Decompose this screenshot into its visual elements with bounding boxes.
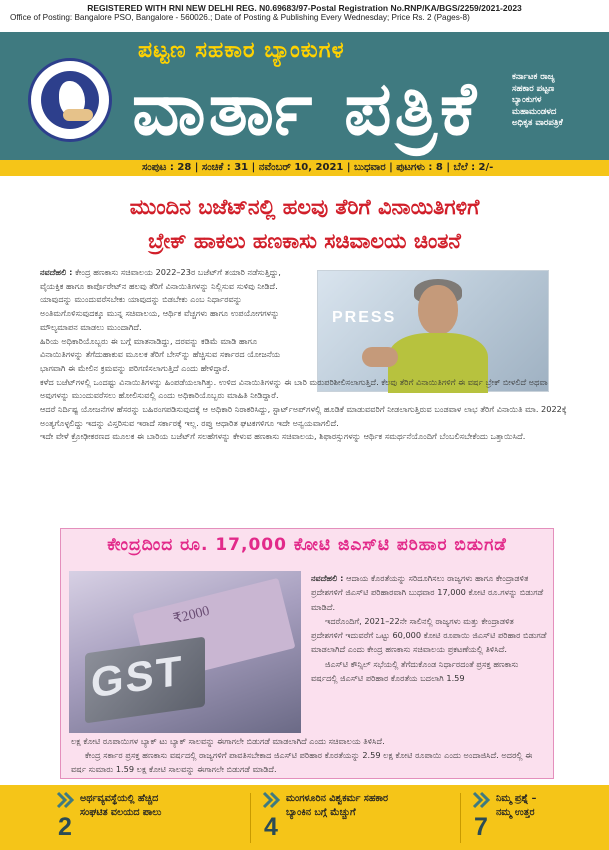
dateline: ನವದೆಹಲಿ : <box>311 573 344 583</box>
footer-item-title: ನಿಮ್ಮ ಪ್ರಶ್ನೆ – ನಮ್ಮ ಉತ್ತರ <box>496 793 537 818</box>
main-headline <box>0 190 609 258</box>
gst-headline: ಕೇಂದ್ರದಿಂದ ರೂ. 17,000 ಕೋಟಿ ಜಿಎಸ್‌ಟಿ ಪರಿಹಾರ ಬಿಡುಗಡೆ <box>107 535 507 555</box>
footer-item-title: ಅರ್ಥವ್ಯವಸ್ಥೆಯಲ್ಲಿ ಹೆಚ್ಚಿದ ಸಂಘಟಿತ ವಲಯದ ಪಾಲು <box>80 793 162 818</box>
story-paragraph: ಹಿರಿಯ ಅಧಿಕಾರಿಯೊಬ್ಬರು ಈ ಬಗ್ಗೆ ಮಾತನಾಡಿದ್ದು, ದರವನ್ನು ಕಡಿಮೆ ಮಾಡಿ ಹಾಗೂ ವಿನಾಯಿತಿಗಳನ್ನು ತೆಗೆದುಹಾಕುವ ಮೂಲಕ ತೆರಿಗೆ ಬೇಸ್‌ನ್ನು ಹೆಚ್ಚಿಸುವ ಸರ್ಕಾರದ ಯೋಜನೆಯ ಭಾಗವಾಗಿ ಈ ಮೇಲಿನ ಕ್ರಮವನ್ನು ಪರಿಗಣಿಸಲಾಗುತ್ತಿದೆ ಎಂದು ಹೇಳಿದ್ದಾರೆ. <box>40 335 281 373</box>
masthead-subtitle: ಪಟ್ಟಣ ಸಹಕಾರ ಬ್ಯಾಂಕುಗಳ <box>138 38 345 63</box>
footer-index <box>0 785 609 850</box>
story-paragraph: ನವದೆಹಲಿ : ಕೇಂದ್ರ ಹಣಕಾಸು ಸಚಿವಾಲಯ 2022–23ರ ಬಜೆಟ್‌ಗೆ ತಯಾರಿ ನಡೆಸುತ್ತಿದ್ದು, ವೈಯಕ್ತಿಕ ಹಾಗೂ ಕಾರ್ಪೊರೇಟ್‌ನ ಹಲವು ತೆರಿಗೆ ವಿನಾಯಿತಿಗಳನ್ನು ನಿಲ್ಲಿಸುವ ಸುಳಿವು ನೀಡಿದೆ. <box>40 267 281 291</box>
story-paragraph: ಇದರೊಂದಿಗೆ, 2021–22ನೇ ಸಾಲಿನಲ್ಲಿ ರಾಜ್ಯಗಳು ಮತ್ತು ಕೇಂದ್ರಾಡಳಿತ ಪ್ರದೇಶಗಳಿಗೆ ಇದುವರೆಗೆ ಒಟ್ಟು 60,000 ಕೋಟಿ ರೂಪಾಯಿ ಜಿಎಸ್‌ಟಿ ಪರಿಹಾರ ಬಿಡುಗಡೆ ಮಾಡಲಾಗಿದೆ ಎಂದು ಕೇಂದ್ರ ಹಣಕಾಸು ಸಚಿವಾಲಯ ಪ್ರಕಟಣೆಯಲ್ಲಿ ತಿಳಿಸಿದೆ. <box>311 615 547 655</box>
headline-line: ಬ್ರೇಕ್ ಹಾಕಲು ಹಣಕಾಸು ಸಚಿವಾಲಯ ಚಿಂತನೆ <box>148 229 461 253</box>
side-note-line: ಸಹಕಾರ ಪಟ್ಟಣ <box>512 83 555 94</box>
footer-page-number: 4 <box>264 813 278 841</box>
story-paragraph: ಕೇಂದ್ರ ಸರ್ಕಾರ ಪ್ರಸಕ್ತ ಹಣಕಾಸು ವರ್ಷದಲ್ಲಿ ರಾಜ್ಯಗಳಿಗೆ ಪಾವತಿಸಬೇಕಾದ ಜಿಎಸ್‌ಟಿ ಪರಿಹಾರ ಕೊರತೆಯನ್ನು 2.59 ಲಕ್ಷ ಕೋಟಿ ರೂಪಾಯಿ ಎಂದು ಅಂದಾಜಿಸಿದೆ. ಅದರಲ್ಲಿ ಈ ವರ್ಷ ಸುಮಾರು 1.59 ಲಕ್ಷ ಕೋಟಿ ಸಾಲವನ್ನು ಈಗಾಗಲೇ ಬಿಡುಗಡೆ ಮಾಡಿದೆ. <box>71 750 533 774</box>
footer-divider <box>250 793 251 843</box>
footer-page-number: 2 <box>58 813 72 841</box>
registration-header <box>0 0 609 32</box>
dateline: ನವದೆಹಲಿ : <box>40 267 73 277</box>
side-note-line: ಕರ್ನಾಟಕ ರಾಜ್ಯ <box>512 72 555 82</box>
footer-item-title: ಮಂಗಳೂರಿನ ವಿಶ್ವಕರ್ಮ ಸಹಕಾರ ಬ್ಯಾಂಕಿನ ಬಗ್ಗೆ ಮೆಚ್ಚುಗೆ <box>286 793 389 818</box>
press-backdrop-text: PRESS <box>332 309 397 326</box>
gst-story-box <box>60 528 554 779</box>
footer-item-page-2[interactable] <box>56 791 236 847</box>
masthead <box>0 32 609 160</box>
footer-item-page-4[interactable] <box>262 791 452 847</box>
footer-item-page-7[interactable] <box>472 791 602 847</box>
gst-story-continued <box>71 734 547 776</box>
footer-page-number: 7 <box>474 813 488 841</box>
gst-currency-image <box>69 571 301 733</box>
masthead-side-note <box>512 72 606 130</box>
double-chevron-icon <box>262 791 282 809</box>
gst-story-text <box>311 571 547 685</box>
double-chevron-icon <box>56 791 76 809</box>
karnataka-map-icon <box>41 71 99 129</box>
side-note-line: ಅಧಿಕೃತ ವಾರಪತ್ರಿಕೆ <box>512 118 563 128</box>
story-paragraph: ಆದರೆ ನಿರ್ದಿಷ್ಟ ಯೋಜನೆಗಳ ಹೆಸರನ್ನು ಬಹಿರಂಗಪಡಿಸುವುದಕ್ಕೆ ಆ ಅಧಿಕಾರಿ ನಿರಾಕರಿಸಿದ್ದು, ಸ್ಟಾರ್ಟ್‌ಅಪ್‌ಗಳಲ್ಲಿ ಹೂಡಿಕೆ ಮಾಡುವವರಿಗೆ ನೀಡಲಾಗುತ್ತಿರುವ ಬಂಡವಾಳ ಲಾಭ ತೆರಿಗೆ ವಿನಾಯಿತಿ ಮಾ. 2022ಕ್ಕೆ ಅಂತ್ಯಗೊಳ್ಳಲಿದ್ದು ಇದನ್ನು ವಿಸ್ತರಿಸುವ ಇರಾದೆ ಸರ್ಕಾರಕ್ಕೆ ಇಲ್ಲ. ರಪ್ತು ಆಧಾರಿತ ಘಟಕಗಳಿಗೂ ಇದೇ ಅನ್ವಯವಾಗಲಿದೆ. <box>40 404 567 428</box>
side-note-line: ಮಹಾಮಂಡಳದ <box>512 106 557 117</box>
story-paragraph: ನವದೆಹಲಿ : ಆದಾಯ ಕೊರತೆಯನ್ನು ಸರಿದೂಗಿಸಲು ರಾಜ್ಯಗಳು ಹಾಗೂ ಕೇಂದ್ರಾಡಳಿತ ಪ್ರದೇಶಗಳಿಗೆ ಜಿಎಸ್‌ಟಿ ಪರಿಹಾರವಾಗಿ ಬುಧವಾರ 17,000 ಕೋಟಿ ರೂ.ಗಳನ್ನು ಬಿಡುಗಡೆ ಮಾಡಿದೆ. <box>311 573 544 612</box>
issue-info-bar: ಸಂಪುಟ : 28 | ಸಂಚಿಕೆ : 31 | ನವೆಂಬರ್ 10, 2021 | ಬುಧವಾರ | ಪುಟಗಳು : 8 | ಬೆಲೆ : 2/- <box>0 160 609 176</box>
registration-line: REGISTERED WITH RNI NEW DELHI REG. N0.69683/97-Postal Registration No.RNP/KA/BGS/2259/2021-2023 <box>87 3 522 13</box>
footer-divider <box>460 793 461 843</box>
double-chevron-icon <box>472 791 492 809</box>
headline-line: ಮುಂದಿನ ಬಜೆಟ್‌ನಲ್ಲಿ ಹಲವು ತೆರಿಗೆ ವಿನಾಯಿತಿಗಳಿಗೆ <box>129 195 480 219</box>
posting-line: Office of Posting: Bangalore PSO, Bangalore - 560026.; Date of Posting & Publishing Every Wednesday; Price Rs. 2 (Pages-8) <box>10 13 470 22</box>
federation-logo <box>28 58 112 142</box>
side-note-line: ಬ್ಯಾಂಕುಗಳ <box>512 95 542 105</box>
story-paragraph: ಯಾವುದನ್ನು ಮುಂದುವರೆಸಬೇಕು ಯಾವುದನ್ನು ಬಿಡಬೇಕು ಎಂಬ ನಿರ್ಧಾರವನ್ನು ಅಂತಿಮಗೊಳಿಸುವುದಕ್ಕೂ ಮುನ್ನ ಸಚಿವಾಲಯ, ಆರ್ಥಿಕ ವೆಚ್ಚಗಳು ಹಾಗೂ ಉಪಯೋಗಗಳನ್ನು ಮೌಲ್ಯಮಾಪನ ಮಾಡಲು ಮುಂದಾಗಿದೆ. <box>40 294 280 332</box>
story-paragraph: ಕಳೆದ ಬಜೆಟ್‌ಗಳಲ್ಲಿ ಒಂದಷ್ಟು ವಿನಾಯಿತಿಗಳನ್ನು ಹಿಂಪಡೆಯಲಾಗಿತ್ತು. ಉಳಿದ ವಿನಾಯಿತಿಗಳನ್ನು ಈ ಬಾರಿ ಮರುಪರಿಶೀಲಿಸಲಾಗುತ್ತಿದೆ. ಕೆಲವು ತೆರಿಗೆ ವಿನಾಯಿತಿಗಳಿಗೆ ಈ ವರ್ಷ ಬ್ರೇಕ್ ಬೀಳಲಿದೆ ಅಥವಾ ಅವುಗಳನ್ನು ಮುಂದುವರೆಸಲು ಹೋಲಿಸುವಲ್ಲಿ ಎಂದು ಅಧಿಕಾರಿಯೊಬ್ಬರು ಮಾಹಿತಿ ನೀಡಿದ್ದಾರೆ. <box>40 376 548 401</box>
story-paragraph: ಇದೇ ವೇಳೆ ಕ್ರೋಢೀಕರಣದ ಮೂಲಕ ಈ ಬಾರಿಯ ಬಜೆಟ್‌ಗೆ ಸಲಹೆಗಳನ್ನು ಕೇಳುವ ಹಣಕಾಸು ಸಚಿವಾಲಯ, ಶಿಫಾರಸ್ಸುಗಳನ್ನು ಆರ್ಥಿಕ ಸಮರ್ಥನೆಯೊಂದಿಗೆ ಬೆಂಬಲಿಸಬೇಕೆಂದು ಒತ್ತಾಯಿಸಿದೆ. <box>40 431 526 442</box>
lead-story <box>40 266 570 444</box>
masthead-title: ವಾರ್ತಾ ಪತ್ರಿಕೆ <box>132 66 480 152</box>
story-paragraph: ಜಿಎಸ್‌ಟಿ ಕೌನ್ಸಿಲ್ ಸಭೆಯಲ್ಲಿ ತೆಗೆದುಕೊಂಡ ನಿರ್ಧಾರದಂತೆ ಪ್ರಸಕ್ತ ಹಣಕಾಸು ವರ್ಷದಲ್ಲಿ ಜಿಎಸ್‌ಟಿ ಪರಿಹಾರ ಕೊರತೆಯ ಬದಲಾಗಿ 1.59 <box>311 658 519 684</box>
gst-block-label: GST <box>91 646 184 707</box>
currency-note-label: ₹2000 <box>171 603 212 628</box>
story-paragraph: ಲಕ್ಷ ಕೋಟಿ ರೂಪಾಯಿಗಳ ಬ್ಯಾಕ್ ಟು ಬ್ಯಾಕ್ ಸಾಲವನ್ನು ಈಗಾಗಲೇ ಬಿಡುಗಡೆ ಮಾಡಲಾಗಿದೆ ಎಂದು ಸಚಿವಾಲಯ ತಿಳಿಸಿದೆ. <box>71 736 385 746</box>
